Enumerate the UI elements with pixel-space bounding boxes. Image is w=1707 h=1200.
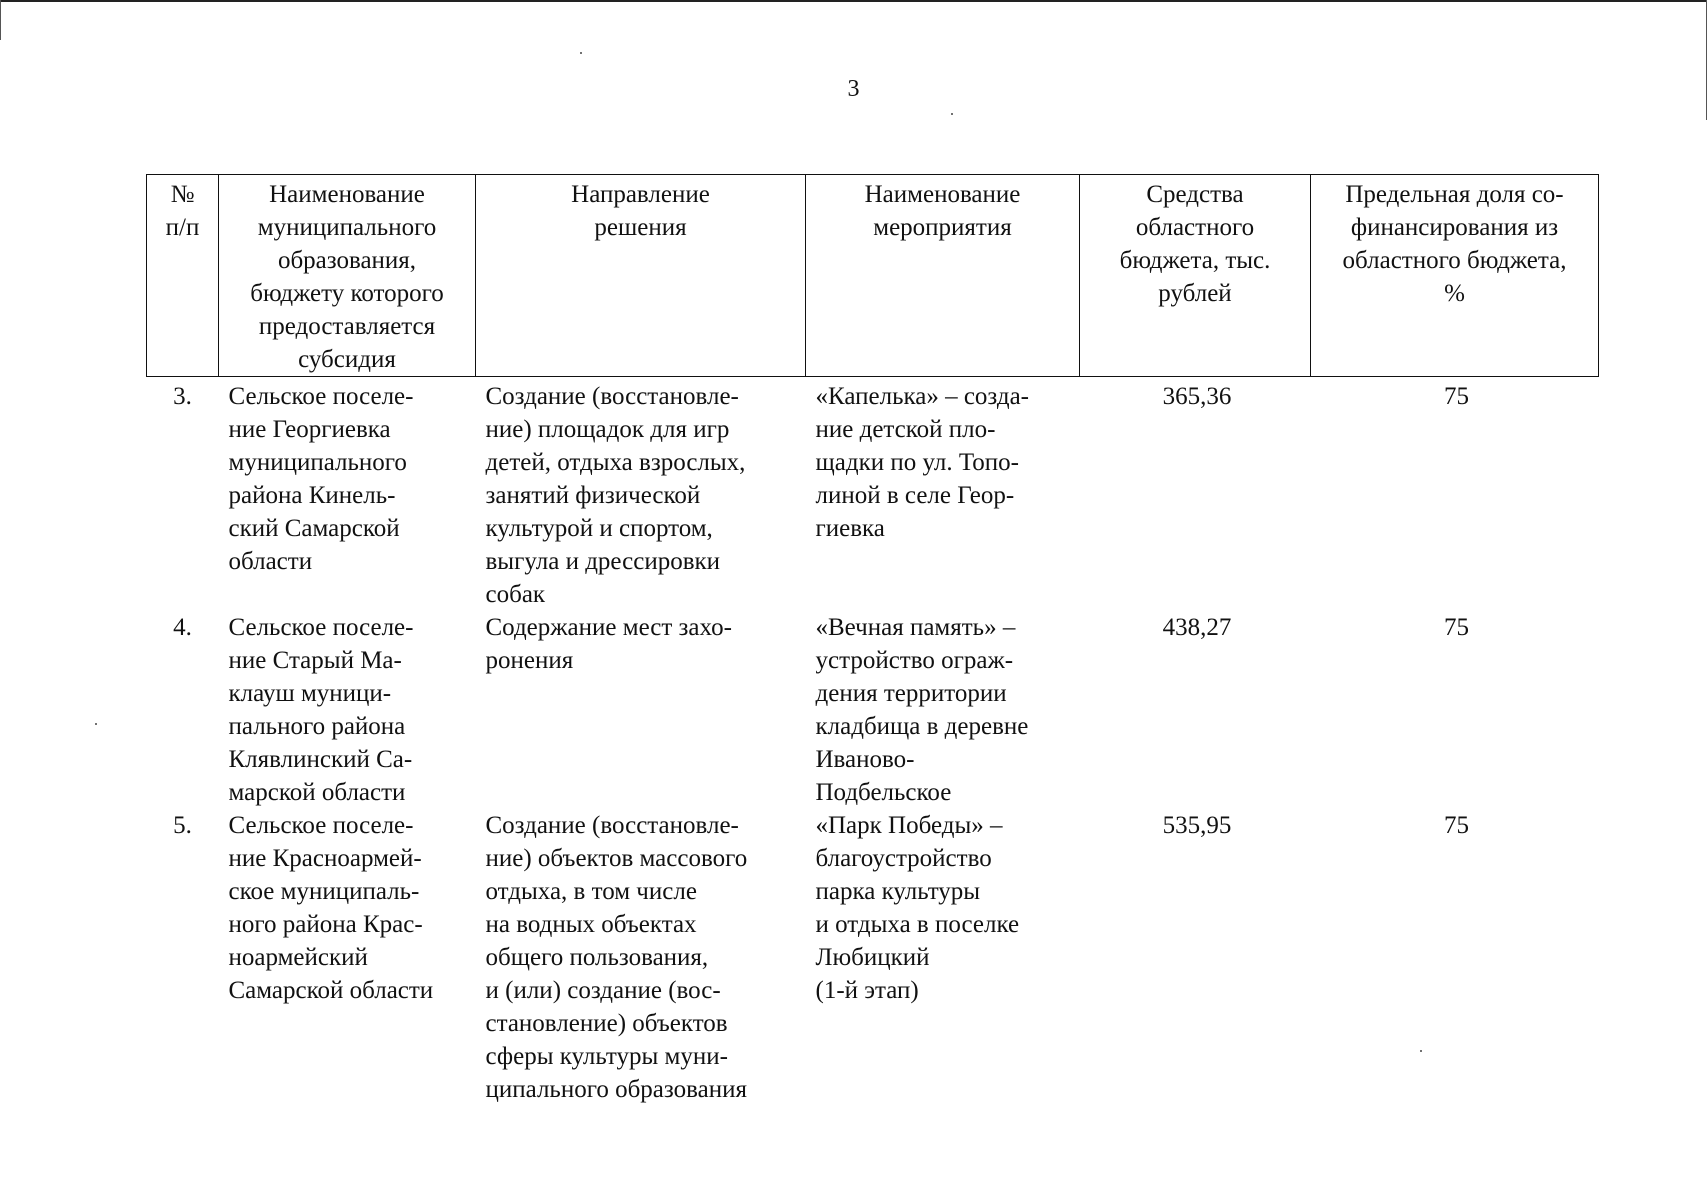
page-number: 3: [847, 76, 860, 102]
row-direction: Содержание мест захо- ронения: [485, 614, 732, 674]
subsidy-table: [146, 174, 1599, 1106]
row-event: «Капелька» – созда- ние детской пло- щадки по ул. Топо- линой в селе Геор- гиевка: [815, 383, 1029, 542]
row-funds: 365,36: [1162, 383, 1232, 410]
table-row: [147, 611, 1599, 809]
header-row: [147, 175, 1599, 377]
header-direction: Направление решения: [476, 175, 806, 377]
header-number: № п/п: [147, 175, 219, 377]
row-share: 75: [1444, 812, 1469, 839]
scan-speck: [580, 52, 582, 54]
row-funds: 438,27: [1162, 614, 1232, 641]
row-event: «Вечная память» – устройство ограж- дения территории кладбища в деревне Иваново- Подбельское: [815, 614, 1029, 806]
row-number: 3.: [173, 383, 192, 410]
header-funds: Средства областного бюджета, тыс. рублей: [1080, 175, 1311, 377]
row-direction: Создание (восстановле- ние) объектов массового отдыха, в том числе на водных объектах общего пользования, и (или) создание (вос- становление) объектов сферы культуры муни- ципального образования: [485, 812, 748, 1103]
scan-speck: [951, 113, 953, 115]
table-row: [147, 377, 1599, 612]
scan-border-left: [0, 0, 1, 40]
row-number: 5.: [173, 812, 192, 839]
scan-border-top: [0, 0, 1707, 2]
header-municipality: Наименование муниципального образования, бюджету которого предоставляется субсидия: [219, 175, 476, 377]
row-municipality: Сельское поселе- ние Красноармей- ское муниципаль- ного района Крас- ноармейский Самарской области: [228, 812, 434, 1004]
row-municipality: Сельское поселе- ние Георгиевка муниципального района Кинель- ский Самарской области: [228, 383, 414, 575]
row-direction: Создание (восстановле- ние) площадок для игр детей, отдыха взрослых, занятий физической культурой и спортом, выгула и дрессировки собак: [485, 383, 746, 608]
header-event: Наименование мероприятия: [806, 175, 1080, 377]
scan-speck: [95, 723, 97, 725]
row-number: 4.: [173, 614, 192, 641]
header-share: Предельная доля со- финансирования из областного бюджета, %: [1311, 175, 1599, 377]
table-body: [147, 377, 1599, 1107]
row-funds: 535,95: [1162, 812, 1232, 839]
table-row: [147, 809, 1599, 1106]
row-share: 75: [1444, 383, 1469, 410]
row-share: 75: [1444, 614, 1469, 641]
row-municipality: Сельское поселе- ние Старый Ма- клауш муници- пального района Клявлинский Са- марской области: [228, 614, 414, 806]
row-event: «Парк Победы» – благоустройство парка культуры и отдыха в поселке Любицкий (1-й этап): [815, 812, 1020, 1004]
table-header: [147, 175, 1599, 377]
